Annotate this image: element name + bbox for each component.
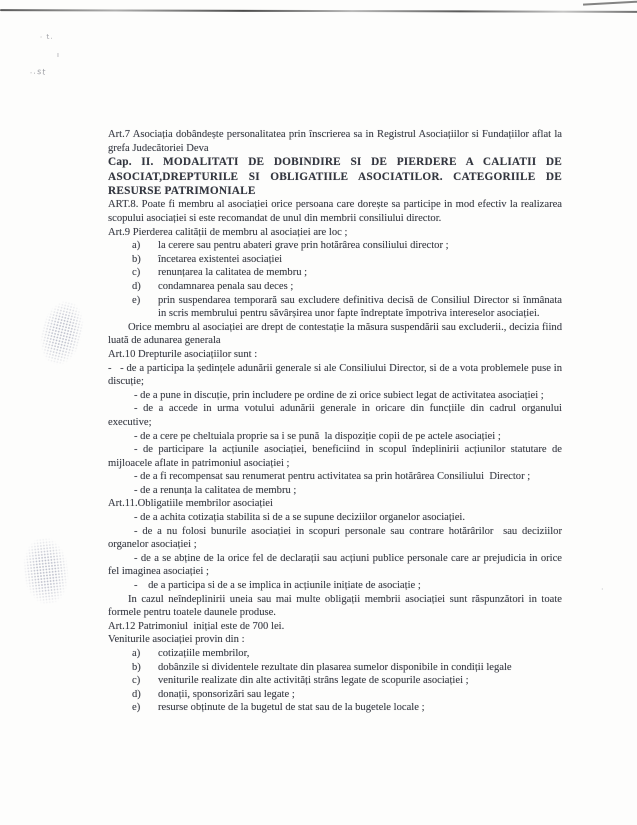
list-item-text: resurse obținute de la bugetul de stat sau de la bugetele locale ; [158,702,425,714]
art9-intro: Art.9 Pierderea calității de membru al asociației are loc ; [108,226,348,238]
bullet-item: - de a achita cotizația stabilita si de a se supune deciziilor organelor asociației. [134,512,466,524]
document-text-column [108,128,562,715]
list-item-text: dobânzile si dividentele rezultate din plasarea sumelor disponibile in condiții legale [158,661,512,673]
bullet-item: - de a fi recompensat sau renumerat pentru activitatea sa prin hotărârea Consiliului Director ; [134,471,531,483]
scanner-edge-line [0,9,637,13]
pencil-mark: · t. [39,32,54,42]
list-item-text: donații, sponsorizări sau legate ; [158,688,295,700]
list-item [108,647,562,661]
art8-paragraph: ART.8. Poate fi membru al asociației orice persoana care dorește sa participe in mod efectiv la realizarea scopului asociației si este recomandat de unul din membrii consiliului director. [108,199,562,224]
chapter-heading: Cap. II. MODALITATI DE DOBINDIRE SI DE PIERDERE A CALIATII DE ASOCIAT,DREPTURILE SI OBLIGATIILE ASOCIATILOR. CATEGORIILE DE RESURSE PATRIMONIALE [108,156,562,197]
bullet-item: - de a pune in discuție, prin includere pe ordine de zi orice subiect legat de activitatea asociației ; [134,389,544,401]
art10-intro: Art.10 Drepturile asociațiilor sunt : [108,348,258,360]
bullet-item: - de a renunța la calitatea de membru ; [134,484,297,496]
art12-subintro: Veniturile asociației provin din : [108,634,245,646]
list-item [108,661,562,675]
list-item-label: b) [132,661,141,673]
list-item [108,239,562,253]
list-item [108,280,562,294]
list-item-label: d) [132,280,141,292]
pencil-mark: · [601,585,605,594]
list-item [108,253,562,267]
bullet-item: - de a nu folosi bunurile asociației in scopuri personale sau contrare hotărârilor sau deciziilor organelor asociației ; [108,525,562,551]
list-item [108,674,562,688]
bullet-item: - de participare la acțiunile asociației, beneficiind in scopul îndeplinirii acțiunilor statutare de mijloacele aflate in patrimoniul asociației ; [108,444,562,469]
list-item [108,266,562,280]
fingerprint-smudge [21,536,72,606]
list-item-text: încetarea existentei asociației [158,253,283,265]
scanner-corner-line [583,0,637,5]
list-item-label: c) [132,675,141,687]
art7-paragraph: Art.7 Asociația dobândește personalitatea prin înscrierea sa in Registrul Asociațiilor si Fundațiilor aflat la grefa Judecătoriei Deva [108,129,562,154]
bullet-item: - - de a participa la ședințele adunării generale si ale Consiliului Director, si de a vota problemele puse in discuție; [108,362,562,388]
bullet-item: - de a cere pe cheltuiala proprie sa i se pună la dispoziție copii de pe actele asociației ; [134,430,501,442]
list-item-label: e) [132,702,141,714]
list-item-text: la cerere sau pentru abateri grave prin hotărârea consiliului director ; [158,240,449,252]
list-item-text: veniturile realizate din alte activități strâns legate de scopurile asociației ; [158,675,469,687]
list-item-label: d) [132,688,141,700]
list-item-label: b) [132,253,141,265]
bullet-item: - de a accede in urma votului adunării generale in oricare din funcțiile din cadrul organului executive; [108,403,562,428]
art11-intro: Art.11.Obligatiile membrilor asociației [108,498,273,510]
bullet-item: - de a participa si de a se implica in acțiunile inițiate de asociație ; [134,580,421,592]
art9-list [108,239,562,321]
art12-intro: Art.12 Patrimoniul inițial este de 700 lei. [108,620,285,632]
list-item [108,294,562,321]
list-item-label: a) [132,648,141,659]
list-item-text: condamnarea penala sau deces ; [158,280,294,292]
list-item [108,701,562,715]
art9-note: Orice membru al asociației are drept de contestație la măsura suspendării sau excluderii., decizia fiind luată de adunarea generala [108,321,562,347]
pencil-mark: ı [57,51,60,59]
bullet-item: - de a se abține de la orice fel de declarații sau acțiuni publice personale care ar prejudicia in orice fel imaginea asociației ; [108,552,562,578]
list-item-text: renunțarea la calitatea de membru ; [158,267,308,279]
list-item [108,688,562,702]
pencil-mark: ..st [29,66,47,77]
list-item-label: e) [132,294,141,306]
fingerprint-smudge [35,297,89,369]
list-item-text: cotizațiile membrilor, [158,648,250,659]
list-item-label: c) [132,267,141,279]
art12-list [108,647,562,715]
list-item-text: prin suspendarea temporară sau excludere definitiva decisă de Consiliul Director si înmânata in scris membrului pentru săvârșirea unor fapte îndreptate împotriva intereselor asociației. [158,294,562,320]
art11-note: In cazul neîndeplinirii uneia sau mai multe obligații membrii asociației sunt răspunzători in toate formele pentru toatele daunele produse. [108,593,562,619]
list-item-label: a) [132,240,141,252]
